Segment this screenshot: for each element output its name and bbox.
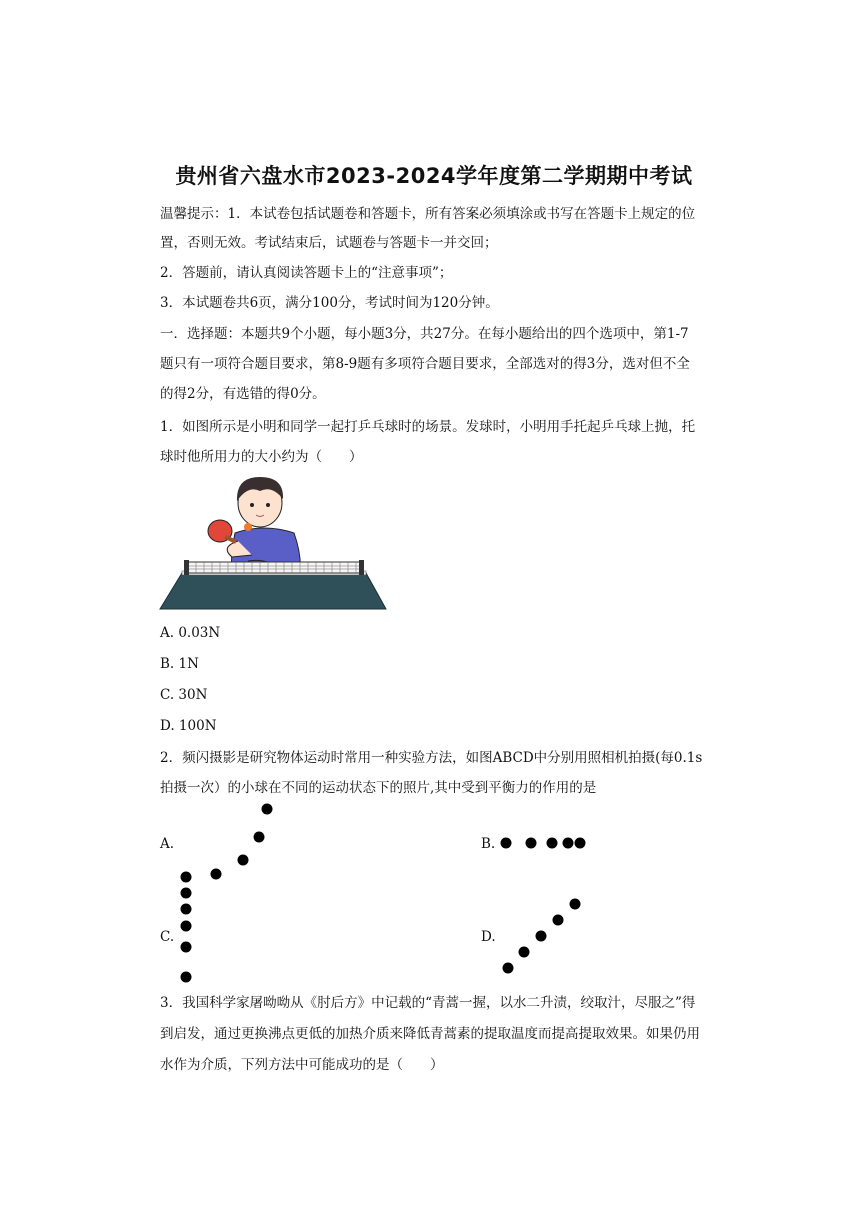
q2-option-a[interactable]: A. bbox=[160, 836, 175, 852]
notice-line-1: 温馨提示：1．本试卷包括试题卷和答题卡，所有答案必须填涂或书写在答题卡上规定的位 bbox=[160, 206, 696, 222]
exam-title: 贵州省六盘水市2023-2024学年度第二学期期中考试 bbox=[175, 164, 693, 188]
q1-option-c[interactable]: C. 30N bbox=[160, 687, 208, 703]
notice-line-3: 2．答题前，请认真阅读答题卡上的“注意事项”； bbox=[160, 265, 453, 281]
section-line-2: 题只有一项符合题目要求，第8-9题有多项符合题目要求，全部选对的得3分，选对但不全 bbox=[160, 356, 690, 372]
q2-line-1: 2．频闪摄影是研究物体运动时常用一种实验方法，如图ABCD中分别用照相机拍摄(每0.1s bbox=[160, 750, 703, 766]
q2-line-2: 拍摄一次）的小球在不同的运动状态下的照片,其中受到平衡力的作用的是 bbox=[160, 780, 597, 796]
q1-option-b[interactable]: B. 1N bbox=[160, 656, 199, 672]
q1-option-d[interactable]: D. 100N bbox=[160, 718, 217, 734]
q2-option-c[interactable]: C. bbox=[160, 929, 175, 945]
notice-line-4: 3．本试题卷共6页，满分100分，考试时间为120分钟。 bbox=[160, 295, 499, 311]
q3-line-2: 到启发，通过更换沸点更低的加热介质来降低青蒿素的提取温度而提高提取效果。如果仍用 bbox=[160, 1026, 700, 1042]
notice-line-2: 置，否则无效。考试结束后，试题卷与答题卡一并交回； bbox=[160, 235, 498, 251]
q3-line-1: 3．我国科学家屠呦呦从《肘后方》中记载的“青蒿一握，以水二升渍，绞取汁，尽服之”得 bbox=[160, 995, 696, 1011]
q3-line-3: 水作为介质，下列方法中可能成功的是（ ） bbox=[160, 1057, 444, 1073]
q1-line-2: 球时他所用力的大小约为（ ） bbox=[160, 449, 363, 465]
q1-option-a[interactable]: A. 0.03N bbox=[160, 625, 221, 641]
section-line-1: 一．选择题：本题共9个小题，每小题3分，共27分。在每小题给出的四个选项中，第1-7 bbox=[160, 326, 689, 342]
q2-option-b[interactable]: B. bbox=[481, 836, 496, 852]
section-line-3: 的得2分，有选错的得0分。 bbox=[160, 386, 326, 402]
q2-option-d[interactable]: D. bbox=[481, 929, 496, 945]
q1-line-1: 1．如图所示是小明和同学一起打乒乓球时的场景。发球时，小明用手托起乒乓球上抛，托 bbox=[160, 419, 696, 435]
